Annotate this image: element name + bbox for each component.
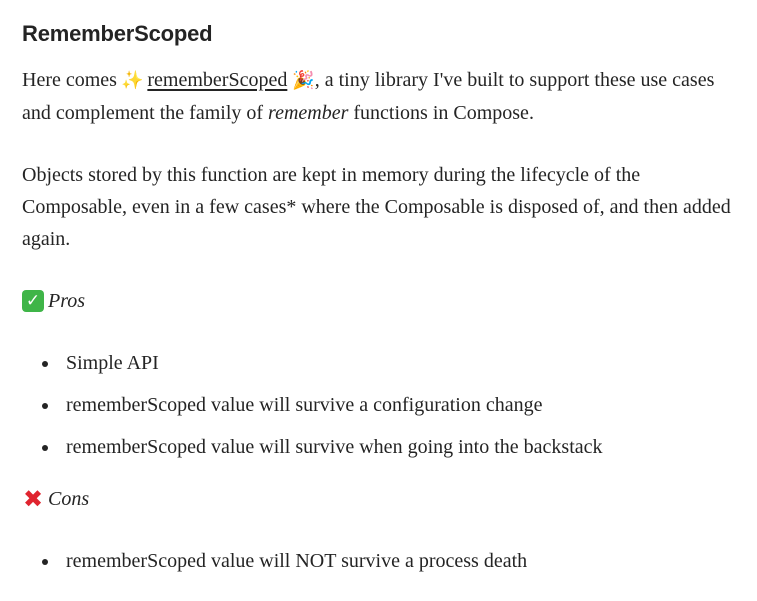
cross-mark-icon: ✖ (22, 485, 44, 513)
pros-label (22, 285, 742, 317)
intro-suffix: functions in Compose. (348, 102, 534, 124)
intro-prefix: Here comes (22, 69, 117, 91)
pros-list (22, 347, 742, 463)
party-popper-icon: 🎉 (292, 70, 315, 91)
list-item: Simple API (66, 347, 742, 379)
list-item: rememberScoped value will NOT survive a process death (66, 545, 742, 577)
list-item: rememberScoped value will survive a configuration change (66, 389, 742, 421)
description-paragraph: Objects stored by this function are kept in memory during the lifecycle of the Composable, even in a few cases* where the Composable is disposed of, and then added again. (22, 164, 731, 250)
list-item: rememberScoped value will survive when going into the backstack (66, 431, 742, 463)
intro-emphasis: remember (268, 102, 349, 124)
section-heading: RememberScoped (22, 21, 213, 46)
cons-label-text: Cons (48, 488, 90, 510)
remember-scoped-link[interactable]: rememberScoped (147, 69, 288, 91)
intro-middle: , a tiny library I've built to support these use cases and complement the family of (22, 69, 715, 124)
intro-paragraph (22, 64, 742, 129)
article (22, 18, 742, 597)
pros-label-text: Pros (48, 290, 86, 312)
sparkles-icon: ✨ (120, 70, 144, 91)
cons-label (22, 483, 742, 515)
cons-list (22, 545, 742, 577)
check-mark-icon: ✓ (22, 290, 44, 312)
